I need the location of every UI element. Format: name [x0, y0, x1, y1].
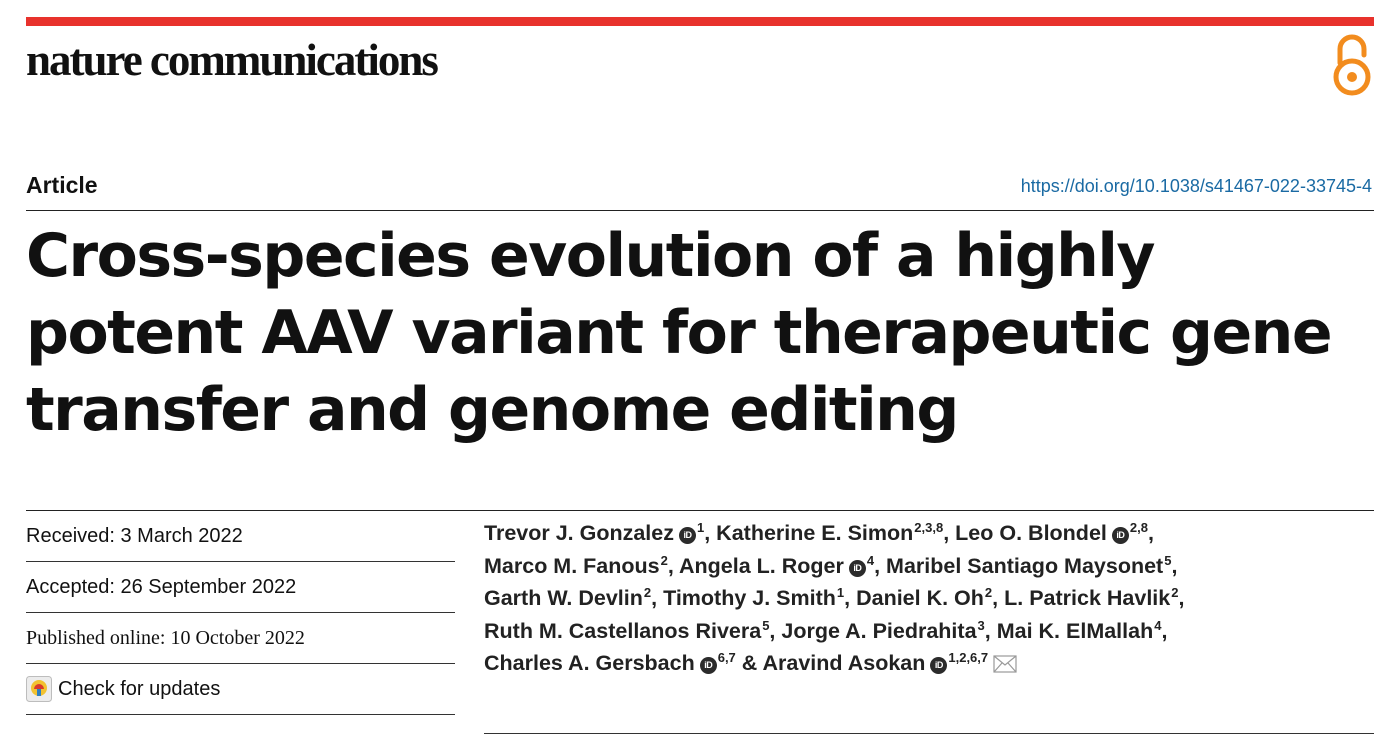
article-type: Article [26, 172, 98, 198]
affiliation-marker[interactable]: 6,7 [717, 650, 736, 665]
article-title: Cross-species evolution of a highly potent AAV variant for therapeutic gene transfer and genome editing [26, 221, 1332, 445]
orcid-icon[interactable]: iD [679, 527, 696, 544]
received-date: Received: 3 March 2022 [26, 511, 455, 562]
affiliation-marker[interactable]: 1,2,6,7 [948, 650, 989, 665]
article-dates [26, 511, 455, 715]
author-divider [484, 733, 1374, 734]
author-name[interactable]: Angela L. Roger [679, 553, 844, 578]
author-list [484, 517, 1364, 680]
journal-accent-bar [26, 17, 1374, 26]
affiliation-marker[interactable]: 4 [866, 552, 875, 568]
affiliation-marker[interactable]: 1 [836, 585, 845, 600]
author-name[interactable]: Ruth M. Castellanos Rivera [484, 618, 762, 643]
doi-link[interactable]: https://doi.org/10.1038/s41467-022-33745-4 [1020, 176, 1372, 196]
author-separator: , [769, 618, 782, 643]
orcid-icon[interactable]: iD [930, 657, 947, 674]
author-separator: , [844, 586, 857, 610]
orcid-icon[interactable]: iD [700, 657, 717, 674]
orcid-icon[interactable]: iD [1112, 527, 1129, 544]
author-separator: , [992, 586, 1005, 610]
accepted-date: Accepted: 26 September 2022 [26, 562, 455, 613]
author-name[interactable]: Aravind Asokan [762, 651, 926, 675]
affiliation-marker[interactable]: 2 [984, 585, 993, 600]
open-access-icon [1330, 33, 1374, 97]
author-separator: , [874, 553, 887, 578]
author-name[interactable]: Trevor J. Gonzalez [484, 521, 674, 545]
published-date: Published online: 10 October 2022 [26, 613, 455, 664]
author-name[interactable]: Daniel K. Oh [856, 586, 984, 610]
affiliation-marker[interactable]: 2 [1171, 585, 1179, 600]
email-icon[interactable] [993, 655, 1017, 673]
author-name[interactable]: Marco M. Fanous [484, 553, 660, 578]
affiliation-marker[interactable]: 2 [660, 552, 668, 568]
header-divider [26, 210, 1374, 211]
check-updates-icon [26, 676, 52, 702]
author-separator: , [667, 553, 679, 578]
affiliation-marker[interactable]: 5 [1164, 552, 1172, 568]
orcid-icon[interactable]: iD [849, 560, 866, 577]
affiliation-marker[interactable]: 2,8 [1129, 520, 1148, 535]
author-separator: , [1171, 553, 1178, 578]
affiliation-marker[interactable]: 1 [696, 520, 705, 535]
author-separator: , [1161, 618, 1168, 643]
check-updates-row [26, 664, 455, 715]
author-name[interactable]: L. Patrick Havlik [1004, 586, 1171, 610]
author-name[interactable]: Jorge A. Piedrahita [781, 618, 977, 643]
journal-name[interactable]: nature communications [26, 35, 437, 85]
author-name[interactable]: Mai K. ElMallah [996, 618, 1154, 643]
author-name[interactable]: Maribel Santiago Maysonet [886, 553, 1164, 578]
check-for-updates-button[interactable] [26, 676, 220, 702]
author-name[interactable]: Katherine E. Simon [716, 521, 914, 545]
author-separator: & [735, 651, 763, 675]
author-separator: , [943, 521, 956, 545]
author-separator: , [984, 618, 997, 643]
author-name[interactable]: Garth W. Devlin [484, 586, 643, 610]
affiliation-marker[interactable]: 3 [977, 617, 985, 633]
affiliation-marker[interactable]: 2,3,8 [914, 520, 944, 535]
author-separator: , [651, 586, 664, 610]
check-updates-label: Check for updates [58, 677, 221, 700]
author-name[interactable]: Charles A. Gersbach [484, 651, 695, 675]
author-separator: , [704, 521, 717, 545]
author-name[interactable]: Timothy J. Smith [663, 586, 836, 610]
author-name[interactable]: Leo O. Blondel [955, 521, 1107, 545]
affiliation-marker[interactable]: 5 [762, 617, 770, 633]
affiliation-marker[interactable]: 4 [1154, 617, 1162, 633]
author-separator: , [1178, 586, 1185, 610]
author-separator: , [1147, 521, 1154, 545]
affiliation-marker[interactable]: 2 [643, 585, 652, 600]
